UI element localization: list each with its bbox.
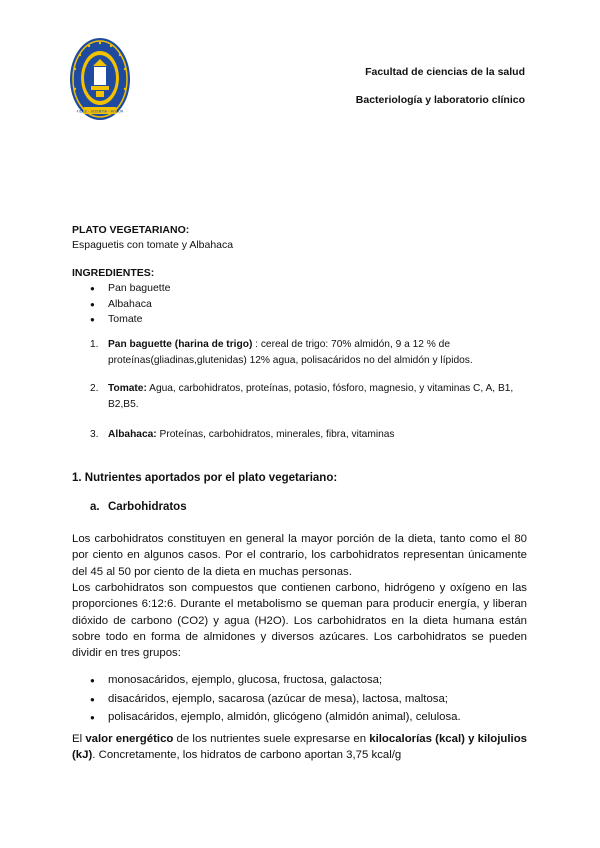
- item-description: : cereal de trigo: 70% almidón, 9 a 12 % de proteínas(gliadinas,glutenidas) 12% agua, polisacáridos no del almidón y lípidos.: [108, 339, 473, 366]
- item-number: 2.: [90, 383, 99, 394]
- text-run: . Concretamente, los hidratos de carbono aportan 3,75 kcal/g: [92, 749, 402, 762]
- item-term: Pan baguette (harina de trigo): [108, 339, 253, 350]
- section-heading: 1. Nutrientes aportados por el plato vegetariano:: [72, 472, 338, 484]
- paragraph-energy: [72, 731, 527, 764]
- item-description: Proteínas, carbohidratos, minerales, fibra, vitaminas: [156, 429, 395, 440]
- list-item: ● Tomate: [72, 312, 532, 328]
- list-item: ● disacáridos, ejemplo, sacarosa (azúcar de mesa), lactosa, maltosa;: [72, 690, 532, 709]
- faculty-name: Facultad de ciencias de la salud: [365, 66, 525, 78]
- item-term: Albahaca:: [108, 429, 157, 440]
- text-run-bold: kilocalorías (kcal) y kilojulios (kJ): [72, 733, 528, 762]
- program-name: Bacteriología y laboratorio clínico: [355, 94, 525, 106]
- text-run-bold: valor energético: [85, 733, 174, 745]
- dish-subtitle: Espaguetis con tomate y Albahaca: [72, 239, 234, 251]
- paragraph-composition: Los carbohidratos son compuestos que contienen carbono, hidrógeno y oxígeno en las proporciones 6:12:6. Durante el metabolismo se queman para producir energía, y liberan dióxido de carbono (CO2) y agua (H2O). Los carbohidratos en la dieta humana están sobre todo en forma de almidones y diversos azúcares. Los carbohidratos se pueden dividir en tres grupos:: [72, 582, 527, 660]
- paragraph-intro: Los carbohidratos constituyen en general la mayor porción de la dieta, tanto como el 80 por ciento en algunos casos. Por el contrario, los carbohidratos representan únicamente del 45 al 50 por ciento de la dieta en muchas personas.: [72, 533, 527, 578]
- numbered-item-3: [72, 427, 532, 443]
- subsection-heading: [90, 501, 187, 513]
- carbohydrate-groups-list: [72, 671, 532, 727]
- svg-text:FIDES · SCIENTIA · ROBUR: FIDES · SCIENTIA · ROBUR: [76, 109, 124, 114]
- dish-title: PLATO VEGETARIANO:: [72, 224, 190, 236]
- subsection-title: Carbohidratos: [108, 501, 187, 513]
- text-run: de los nutrientes suele expresarse en: [173, 733, 370, 745]
- text-run: El: [72, 733, 86, 745]
- list-item: ● Albahaca: [72, 297, 532, 313]
- subsection-letter: a.: [90, 501, 100, 513]
- list-item: ● Pan baguette: [72, 281, 532, 297]
- dish-block: [72, 223, 532, 253]
- numbered-item-2: [72, 381, 532, 412]
- university-seal-icon: [69, 37, 131, 121]
- item-number: 3.: [90, 429, 99, 440]
- ingredients-list: [72, 281, 532, 328]
- item-number: 1.: [90, 339, 99, 350]
- item-term: Tomate:: [108, 383, 147, 394]
- item-description: Agua, carbohidratos, proteínas, potasio, fósforo, magnesio, y vitaminas C, A, B1, B2,B5.: [108, 383, 514, 410]
- numbered-item-1: [72, 337, 532, 368]
- ingredients-block: [72, 266, 532, 328]
- ingredients-title: INGREDIENTES:: [72, 267, 155, 279]
- list-item: ● polisacáridos, ejemplo, almidón, glicógeno (almidón animal), celulosa.: [72, 708, 532, 727]
- list-item: ● monosacáridos, ejemplo, glucosa, fructosa, galactosa;: [72, 671, 532, 690]
